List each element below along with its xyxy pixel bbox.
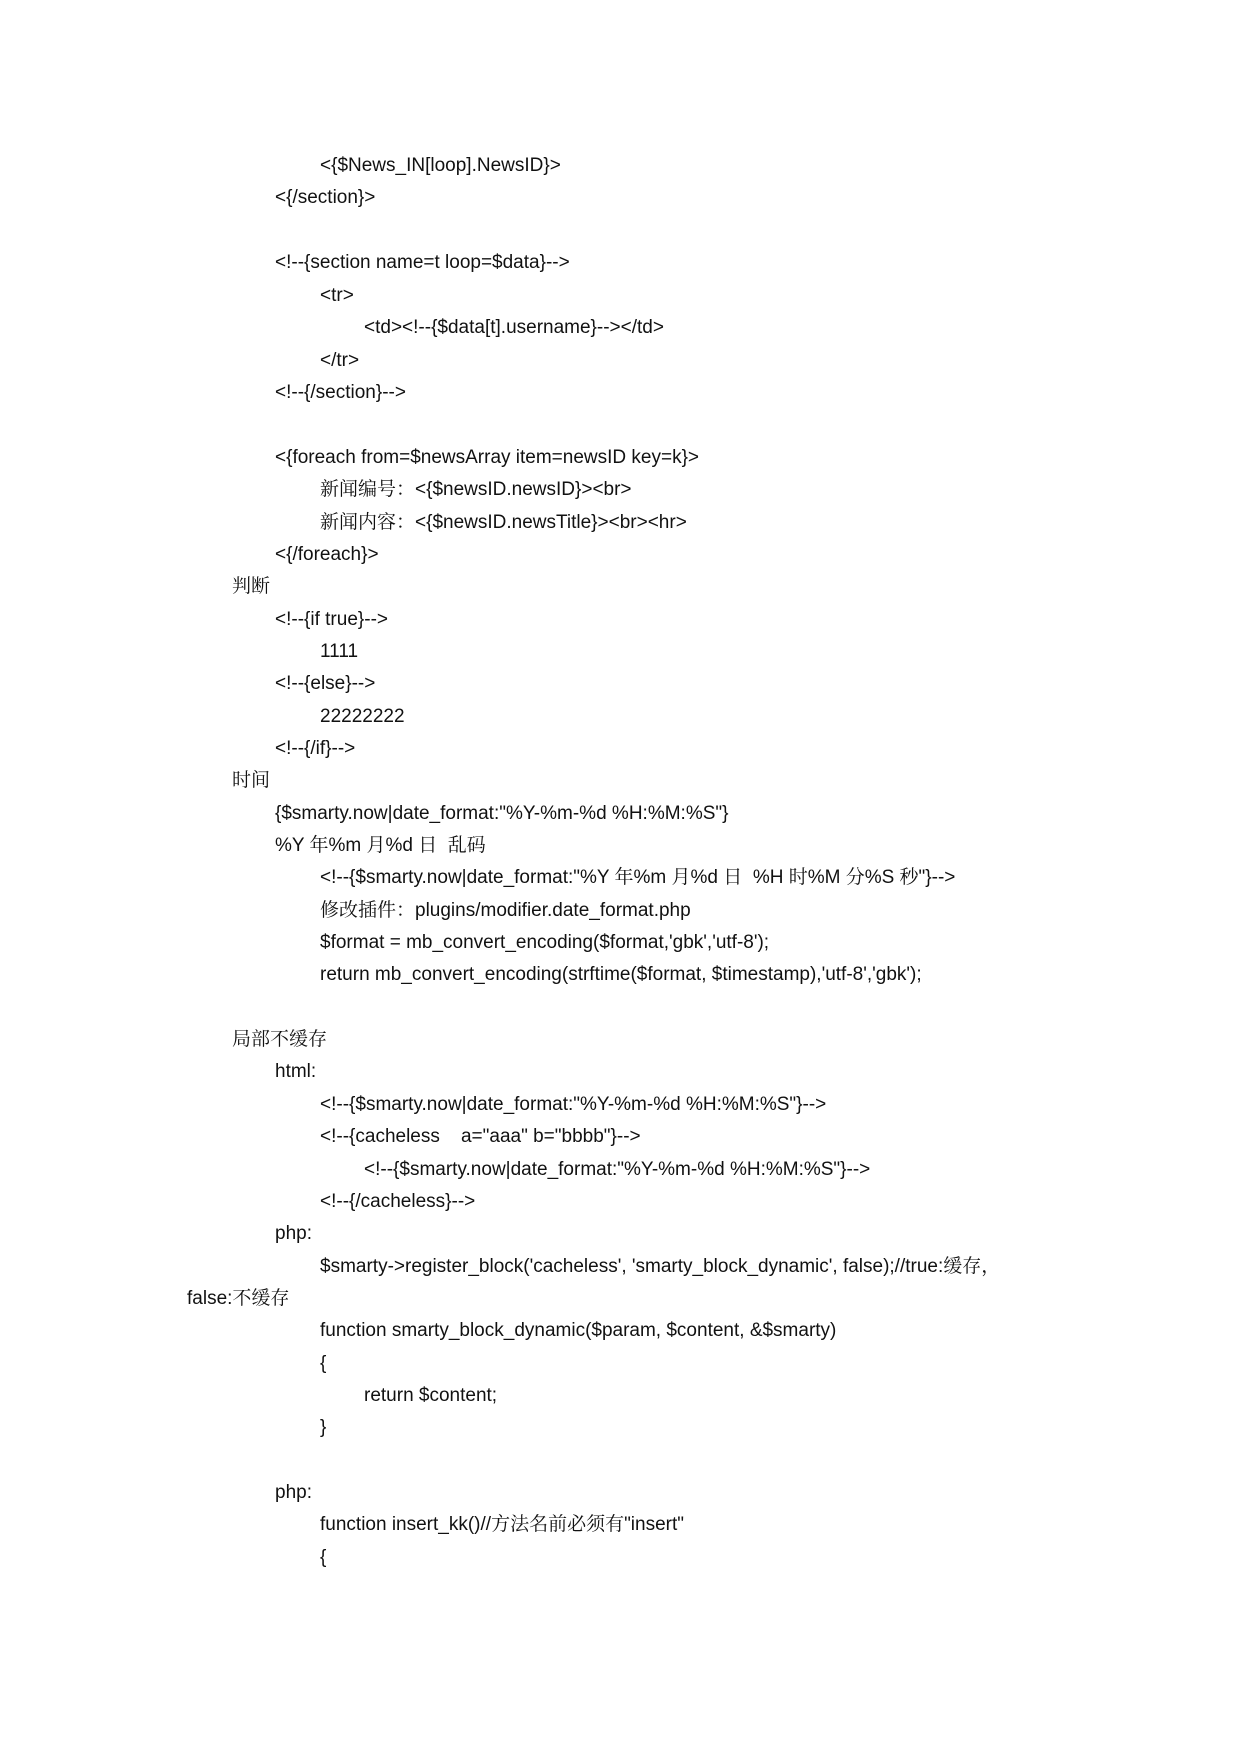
code-line: <td><!--{$data[t].username}--></td> bbox=[364, 317, 664, 338]
code-line: </tr> bbox=[320, 350, 360, 371]
code-line: 新闻编号：<{$newsID.newsID}><br> bbox=[320, 479, 632, 500]
section-heading: 局部不缓存 bbox=[232, 1029, 328, 1050]
section-heading: 判断 bbox=[232, 576, 271, 597]
code-line: <!--{section name=t loop=$data}--> bbox=[275, 252, 570, 273]
code-line: <!--{$smarty.now|date_format:"%Y-%m-%d %H:%M:%S"}--> bbox=[364, 1159, 871, 1180]
code-line: 1111 bbox=[320, 641, 359, 662]
code-line: 22222222 bbox=[320, 706, 405, 727]
code-line: { bbox=[320, 1547, 327, 1568]
code-line: <!--{/if}--> bbox=[275, 738, 356, 759]
code-line: php: bbox=[275, 1223, 312, 1244]
code-line: 新闻内容：<{$newsID.newsTitle}><br><hr> bbox=[320, 512, 687, 533]
code-line: <!--{cacheless a="aaa" b="bbbb"}--> bbox=[320, 1126, 641, 1147]
code-line: <{/section}> bbox=[275, 187, 376, 208]
code-line: <{foreach from=$newsArray item=newsID key=k}> bbox=[275, 447, 700, 468]
code-line: <!--{/section}--> bbox=[275, 382, 406, 403]
code-line: { bbox=[320, 1353, 327, 1374]
code-line: <!--{else}--> bbox=[275, 673, 376, 694]
code-line: php: bbox=[275, 1482, 312, 1503]
code-line: <!--{$smarty.now|date_format:"%Y-%m-%d %H:%M:%S"}--> bbox=[320, 1094, 827, 1115]
code-line: false:不缓存 bbox=[187, 1288, 290, 1309]
code-line: <tr> bbox=[320, 285, 354, 306]
code-line: $smarty->register_block('cacheless', 'smarty_block_dynamic', false);//true:缓存， bbox=[320, 1256, 1001, 1277]
code-line: <!--{$smarty.now|date_format:"%Y 年%m 月%d 日 %H 时%M 分%S 秒"}--> bbox=[320, 867, 956, 888]
code-line: html: bbox=[275, 1061, 317, 1082]
code-line: $format = mb_convert_encoding($format,'gbk','utf-8'); bbox=[320, 932, 770, 953]
code-line: 修改插件：plugins/modifier.date_format.php bbox=[320, 900, 691, 921]
code-line: {$smarty.now|date_format:"%Y-%m-%d %H:%M:%S"} bbox=[275, 803, 729, 824]
code-line: <!--{if true}--> bbox=[275, 609, 388, 630]
code-line: function smarty_block_dynamic($param, $content, &$smarty) bbox=[320, 1320, 837, 1341]
code-line: <!--{/cacheless}--> bbox=[320, 1191, 476, 1212]
code-line: <{$News_IN[loop].NewsID}> bbox=[320, 155, 561, 176]
code-line: return mb_convert_encoding(strftime($format, $timestamp),'utf-8','gbk'); bbox=[320, 964, 922, 985]
code-line: <{/foreach}> bbox=[275, 544, 379, 565]
code-line: } bbox=[320, 1417, 327, 1438]
code-line: return $content; bbox=[364, 1385, 498, 1406]
section-heading: 时间 bbox=[232, 770, 271, 791]
code-line: function insert_kk()//方法名前必须有"insert" bbox=[320, 1514, 685, 1535]
code-line: %Y 年%m 月%d 日 乱码 bbox=[275, 835, 486, 856]
